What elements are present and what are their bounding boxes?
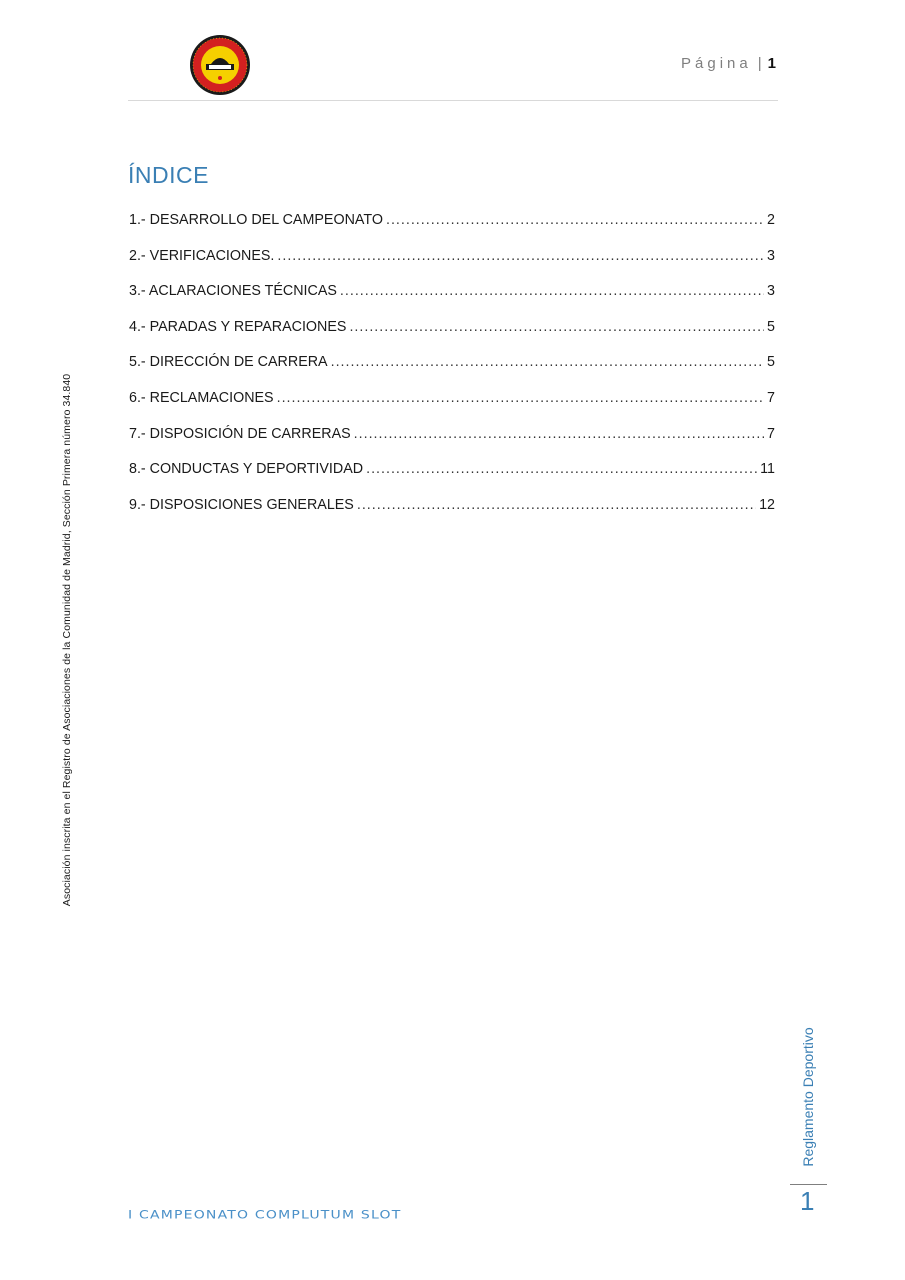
toc-entry-label: 4.- PARADAS Y REPARACIONES [129, 318, 347, 335]
toc-entry-page: 2 [767, 212, 775, 228]
toc-leader-dots [277, 248, 764, 264]
page-number-header [681, 55, 776, 72]
toc-leader-dots [340, 283, 764, 299]
toc-entry-label: 2.- VERIFICACIONES. [129, 247, 275, 264]
page-label: Página [681, 55, 752, 72]
document-type-label: Reglamento Deportivo [800, 1027, 816, 1167]
toc-leader-dots [357, 497, 756, 513]
footer-championship-title: I CAMPEONATO COMPLUTUM SLOT [128, 1209, 402, 1222]
toc-entry[interactable] [129, 212, 775, 248]
toc-entry[interactable] [129, 461, 775, 497]
toc-entry-page: 7 [767, 425, 775, 442]
toc-entry-label: 9.- DISPOSICIONES GENERALES [129, 496, 354, 513]
toc-entry[interactable] [129, 248, 775, 284]
toc-entry[interactable] [129, 426, 775, 462]
header-divider [128, 100, 778, 101]
toc-entry-label: 1.- DESARROLLO DEL CAMPEONATO [129, 212, 383, 228]
toc-leader-dots [366, 461, 757, 477]
toc-entry[interactable] [129, 390, 775, 426]
toc-entry-page: 11 [760, 461, 775, 478]
toc-entry-page: 3 [767, 283, 775, 300]
toc-entry-page: 7 [767, 389, 775, 406]
association-registry-note: Asociación inscrita en el Registro de Asociaciones de la Comunidad de Madrid, Sección Primera número 34.840 [61, 373, 73, 907]
table-of-contents [129, 212, 775, 532]
toc-entry[interactable] [129, 497, 775, 533]
toc-leader-dots [354, 426, 764, 442]
toc-leader-dots [349, 319, 764, 335]
page-separator: | [757, 55, 762, 72]
toc-entry-page: 5 [767, 354, 775, 371]
toc-entry-label: 8.- CONDUCTAS Y DEPORTIVIDAD [129, 461, 364, 478]
index-title: ÍNDICE [128, 162, 209, 188]
toc-entry-page: 3 [767, 247, 775, 264]
toc-leader-dots [277, 390, 764, 406]
toc-entry-label: 3.- ACLARACIONES TÉCNICAS [129, 283, 337, 300]
toc-entry-page: 12 [759, 496, 775, 513]
toc-entry-label: 5.- DIRECCIÓN DE CARRERA [129, 354, 328, 371]
toc-entry[interactable] [129, 319, 775, 355]
toc-leader-dots [331, 354, 764, 370]
page-number: 1 [767, 55, 776, 72]
toc-entry-label: 7.- DISPOSICIÓN DE CARRERAS [129, 425, 351, 442]
toc-entry[interactable] [129, 283, 775, 319]
toc-leader-dots [386, 212, 764, 228]
toc-entry[interactable] [129, 354, 775, 390]
toc-entry-page: 5 [767, 318, 775, 335]
toc-entry-label: 6.- RECLAMACIONES [129, 389, 274, 406]
club-logo-icon [189, 34, 251, 96]
side-divider [790, 1184, 827, 1185]
side-page-number: 1 [800, 1186, 815, 1216]
